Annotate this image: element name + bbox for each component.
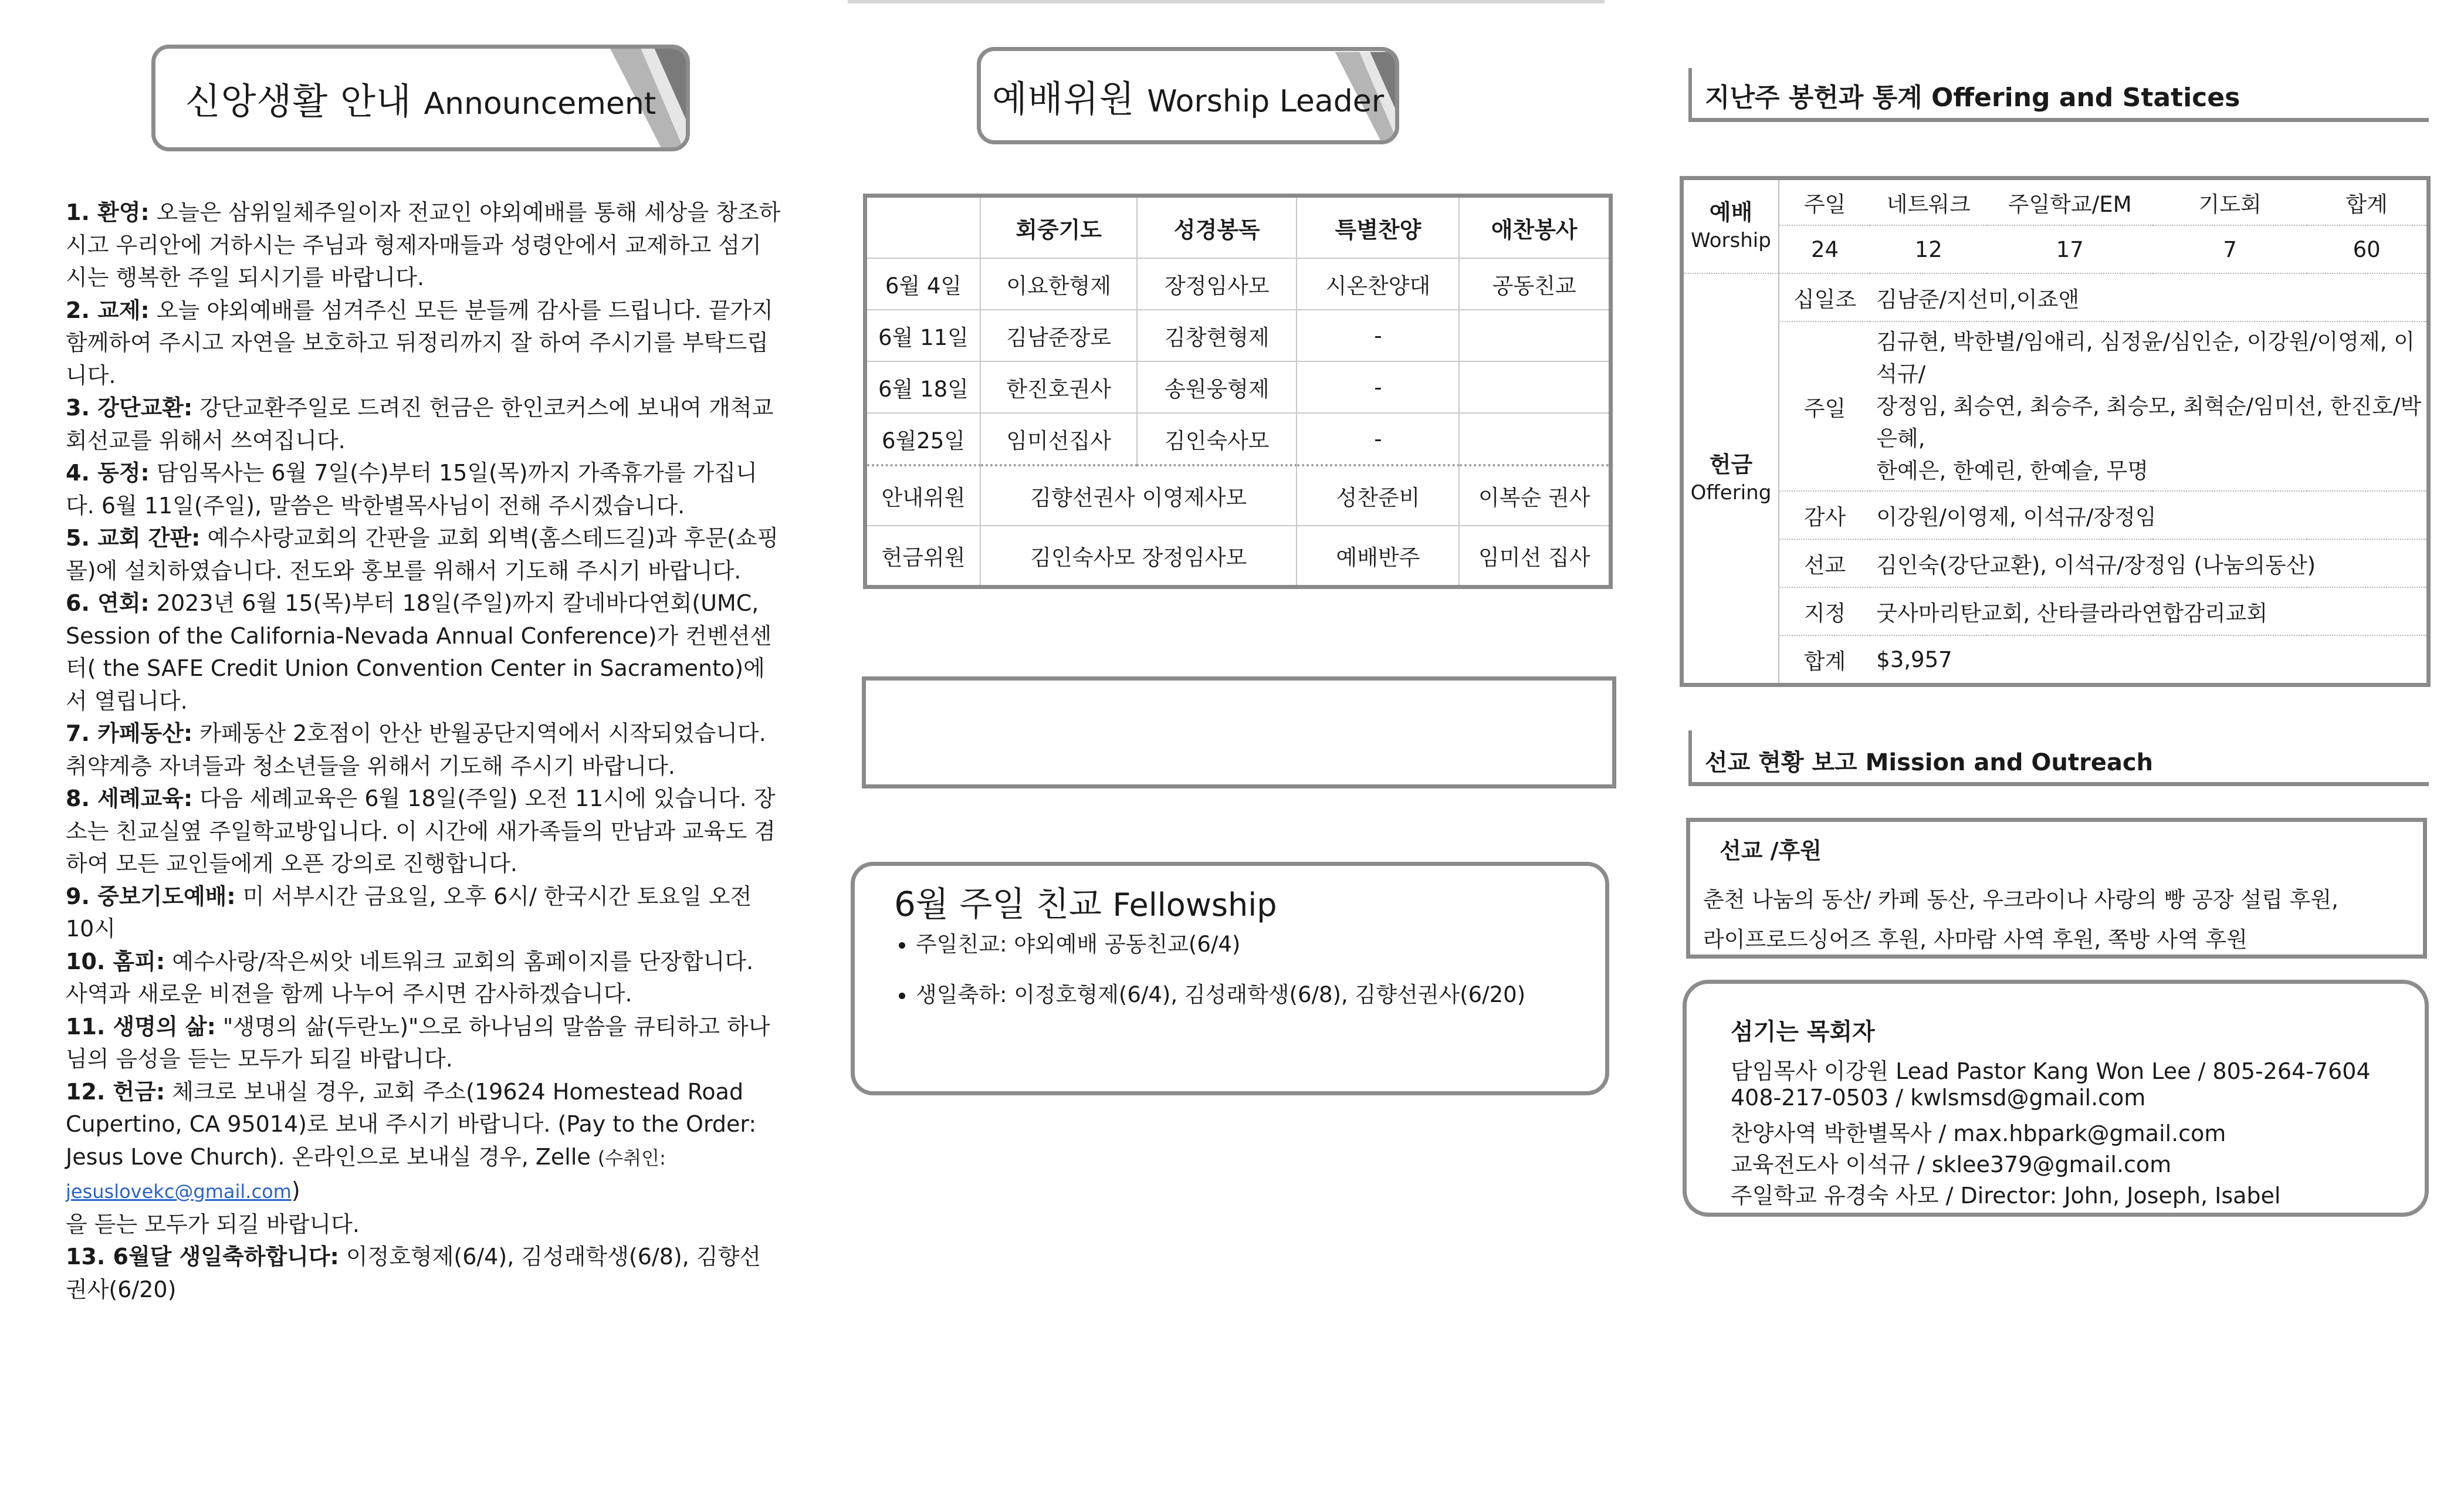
announcement-item: 10. 홈피: 예수사랑/작은씨앗 네트워크 교회의 홈페이지를 단장합니다. 사역과 새로운 비젼을 함께 나누어 주시면 감사하겠습니다. (66, 948, 754, 1007)
announcement-item-offering: 12. 헌금: 체크로 보내실 경우, 교회 주소(19624 Homestead Road Cupertino, CA 95014)로 보내 주시기 바랍니다. (Pay to the Order: Jesus Love Church). 온라인으로 보내실 경우, Zelle (수취인: jesuslovekc@gmail.com) 을 듣는 모두가 되길 바랍니다. (66, 1078, 757, 1237)
announcement-item: 3. 강단교환: 강단교환주일로 드려진 헌금은 한인코커스에 보내여 개척교회선교를 위해서 쓰여집니다. (66, 395, 774, 453)
announcement-item: 6. 연회: 2023년 6월 15(목)부터 18일(주일)까지 칼네바다연회(UMC, Session of the California-Nevada Annual Conference)가 컨벤션센터( the SAFE Credit Union Convention Center in Sacramento)에서 열립니다. (66, 590, 772, 714)
table-row: 감사 이강원/이영제, 이석규/장정임 (1682, 491, 2429, 539)
table-row: 합계 $3,957 (1803, 647, 1952, 674)
announcement-item: 1. 환영: 오늘은 삼위일체주일이자 전교인 야외예배를 통해 세상을 창조하시고 우리안에 거하시는 주님과 형제자매들과 성령안에서 교제하고 섬기시는 행복한 주일 되시기를 바랍니다. (66, 199, 781, 290)
announcement-item: 11. 생명의 삶: "생명의 삶(두란노)"으로 하나님의 말씀을 큐티하고 하나님의 음성을 듣는 모두가 되길 바랍니다. (66, 1013, 770, 1072)
announcement-item: 2. 교제: 오늘 야외예배를 섬겨주신 모든 분들께 감사를 드립니다. 끝가지 함께하여 주시고 자연을 보호하고 뒤정리까지 잘 하여 주시기를 부탁드립니다. (66, 297, 773, 388)
table-row: 6월 11일 김남준장로 김창현형제 - (865, 310, 1611, 361)
offering-email-link[interactable]: jesuslovekc@gmail.com (66, 1180, 292, 1203)
offering-table (1680, 176, 2431, 687)
list-item: • 주일친교: 야외예배 공동친교(6/4) (916, 930, 1525, 959)
table-row: 6월25일 임미선집사 김인숙사모 - (865, 413, 1611, 465)
table-header: 성경봉독 (1137, 196, 1297, 259)
table-row-usher: 안내위원 김향선권사 이영제사모 성찬준비 이복순 권사 (865, 465, 1611, 526)
mission-box: 선교 /후원 춘천 나눔의 동산/ 카페 동산, 우크라이나 사랑의 빵 공장 설립 후원, 라이프로드싱어즈 후원, 사마람 사역 후원, 쪽방 사역 후원 (1686, 818, 2427, 959)
table-header: 회중기도 (980, 196, 1137, 259)
table-header (865, 196, 980, 259)
fellowship-box (851, 862, 1609, 1095)
offering-label: 헌금 Offering (1682, 273, 1779, 685)
table-header: 특별찬양 (1297, 196, 1459, 259)
table-header: 애찬봉사 (1459, 196, 1610, 259)
table-row: 예배 Worship 주일 네트워크 주일학교/EM 기도회 합계 (1682, 178, 2429, 226)
fellowship-title: 6월 주일 친교 Fellowship (894, 884, 1277, 924)
announcement-item: 4. 동정: 담임목사는 6월 7일(수)부터 15일(목)까지 가족휴가를 가집니다. 6월 11일(주일), 말씀은 박한별목사님이 전해 주시겠습니다. (66, 460, 757, 519)
announcement-item: 9. 중보기도예배: 미 서부시간 금요일, 오후 6시/ 한국시간 토요일 오전 10시 (66, 883, 752, 942)
announcement-list (66, 197, 781, 1306)
worship-title-box (977, 47, 1399, 144)
announcement-title-box (151, 45, 690, 151)
announcement-item: 5. 교회 간판: 예수사랑교회의 간판을 교회 외벽(홈스테드길)과 후문(쇼핑몰)에 설치하였습니다. 전도와 홍보를 위해서 기도해 주시기 바랍니다. (66, 525, 779, 584)
table-row-offering: 헌금위원 김인숙사모 장정임사모 예배반주 임미선 집사 (865, 526, 1611, 587)
announcement-title: 신앙생활 안내 Announcement (185, 79, 656, 123)
table-row: 24 12 17 7 60 (1682, 225, 2429, 273)
table-row: 6월 4일 이요한형제 장정임사모 시온찬양대 공동친교 (865, 258, 1611, 310)
table-row: 지정 굿사마리탄교회, 산타클라라연합감리교회 (1682, 587, 2429, 635)
offering-heading: 지난주 봉헌과 통계 Offering and Statices (1688, 68, 2429, 122)
fellowship-list (890, 919, 1525, 1009)
worship-leader-table (863, 194, 1613, 589)
worship-title: 예배위원 Worship Leader (991, 77, 1385, 120)
blank-box (862, 676, 1616, 788)
mission-heading: 선교 현황 보고 Mission and Outreach (1688, 730, 2429, 786)
top-divider (848, 0, 1605, 4)
worship-label: 예배 Worship (1682, 178, 1779, 274)
table-row: 헌금 Offering 십일조 김남준/지선미,이죠앤 (1682, 273, 2429, 321)
announcement-item-birthday: 13. 6월달 생일축하합니다: 이정호형제(6/4), 김성래학생(6/8), 김향선권사(6/20) (66, 1244, 761, 1302)
announcement-item: 8. 세례교육: 다음 세례교육은 6월 18일(주일) 오전 11시에 있습니다. 장소는 친교실옆 주일학교방입니다. 이 시간에 새가족들의 만남과 교육도 겸하여 모든 교인들에게 오픈 강의로 진행합니다. (66, 786, 776, 876)
announcement-item: 7. 카페동산: 카페동산 2호점이 안산 반월공단지역에서 시작되었습니다. 취약계층 자녀들과 청소년들을 위해서 기도해 주시기 바랍니다. (66, 720, 766, 779)
table-row: 선교 김인숙(강단교환), 이석규/장정임 (나눔의동산) (1682, 539, 2429, 587)
list-item: • 생일축하: 이정호형제(6/4), 김성래학생(6/8), 김향선권사(6/20) (916, 981, 1525, 1009)
table-row: 주일 김규현, 박한별/임애리, 심정윤/심인순, 이강원/이영제, 이석규/ 장정임, 최승연, 최승주, 최승모, 최혁순/임미선, 한진호/박은혜, 한예은, 한예린, 한예슬, 무명 (1682, 321, 2429, 491)
pastors-box: 섬기는 목회자 담임목사 이강원 Lead Pastor Kang Won Lee / 805-264-7604 408-217-0503 / kwlsmsd@gmail.com 찬양사역 박한별목사 / max.hbpark@gmail.com 교육전도사 이석규 / sklee379@gmail.com 주일학교 유경숙 사모 / Director: John, Joseph, Isabel (1683, 980, 2429, 1217)
table-row: 6월 18일 한진호권사 송원웅형제 - (865, 361, 1611, 413)
